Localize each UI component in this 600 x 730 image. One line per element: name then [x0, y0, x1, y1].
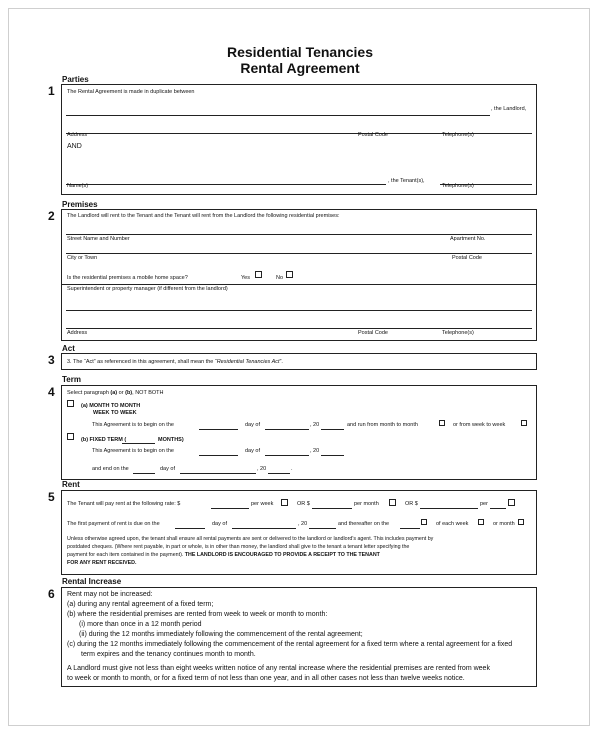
term-box	[61, 385, 537, 480]
rent-month-amount-line[interactable]	[312, 508, 352, 509]
term-a-year-line[interactable]	[321, 429, 344, 430]
telephone-label-3: Telephone(s)	[442, 330, 474, 336]
section-6-number: 6	[48, 587, 55, 601]
term-b-year-line[interactable]	[321, 455, 344, 456]
increase-line3: (b) where the residential premises are rented from week to week or month to month:	[67, 611, 328, 618]
per-label: per	[480, 501, 488, 507]
mobile-home-yes-checkbox[interactable]	[255, 271, 262, 278]
act-box	[61, 353, 537, 370]
term-a-begin-text: This Agreement is to begin on the	[92, 422, 174, 428]
term-b-end-day-of: day of	[160, 466, 175, 472]
names-label: Name(s)	[67, 183, 89, 189]
mobile-home-no-checkbox[interactable]	[286, 271, 293, 278]
term-b-end-year-line[interactable]	[268, 473, 290, 474]
or-month-checkbox[interactable]	[518, 519, 524, 525]
first-payment-day-line[interactable]	[175, 528, 205, 529]
first-payment-day-of: day of	[212, 521, 227, 527]
each-week-label: of each week	[436, 521, 469, 527]
per-month-label: per month	[354, 501, 379, 507]
increase-line8: A Landlord must give not less than eight weeks written notice of any rental increase where the residential premises are rented from week	[67, 665, 490, 672]
term-a-label: (a) MONTH TO MONTH	[81, 403, 141, 409]
term-a-month-line[interactable]	[265, 429, 309, 430]
rent-rate-text: The Tenant will pay rent at the following rate: $	[67, 501, 181, 507]
city-label: City or Town	[67, 255, 98, 261]
per-week-checkbox[interactable]	[281, 499, 288, 506]
yes-label: Yes	[241, 275, 250, 281]
month-to-month-checkbox[interactable]	[439, 420, 445, 426]
term-b-end-month-line[interactable]	[180, 473, 256, 474]
term-b-months-line[interactable]	[122, 443, 155, 444]
section-1-number: 1	[48, 84, 55, 98]
term-b-month-line[interactable]	[265, 455, 309, 456]
postal-code-label: Postal Code	[358, 132, 388, 138]
parties-box	[61, 84, 537, 195]
superintendent-label: Superintendent or property manager (if different from the landlord)	[67, 286, 228, 292]
first-payment-text: The first payment of rent is due on the	[67, 521, 160, 527]
mobile-home-question: Is the residential premises a mobile home space?	[67, 275, 188, 281]
premises-divider	[62, 284, 536, 285]
tenant-names-line[interactable]	[66, 184, 386, 185]
apartment-label: Apartment No.	[450, 236, 486, 242]
document-title-line2: Rental Agreement	[240, 60, 360, 76]
term-b-label: (b) FIXED TERM (	[81, 437, 127, 443]
week-to-week-checkbox[interactable]	[521, 420, 527, 426]
first-payment-month-line[interactable]	[232, 528, 296, 529]
street-line[interactable]	[66, 234, 532, 235]
term-a-year-prefix: , 20	[310, 422, 320, 428]
term-b-day-of: day of	[245, 448, 260, 454]
and-label: AND	[67, 143, 82, 150]
term-option-b-checkbox[interactable]	[67, 433, 74, 440]
rent-week-amount-line[interactable]	[211, 508, 249, 509]
term-a-day-line[interactable]	[199, 429, 238, 430]
term-b-year-prefix: , 20	[310, 448, 320, 454]
increase-line5: (ii) during the 12 months immediately following the commencement of the rental agreement;	[79, 631, 363, 638]
increase-line6: (c) during the 12 months immediately following the commencement of the rental agreement for a fixed term where a rental agreement for a fixed	[67, 641, 513, 648]
superintendent-name-line[interactable]	[66, 310, 532, 311]
rent-or2-label: OR $	[405, 501, 418, 507]
rent-box	[61, 490, 537, 575]
term-select-text: Select paragraph (a) or (b), NOT BOTH	[67, 390, 164, 396]
increase-line1: Rent may not be increased:	[67, 591, 153, 598]
section-5-number: 5	[48, 490, 55, 504]
rent-para-line3: payment for each item contained in the payment). THE LANDLORD IS ENCOURAGED TO PROVIDE A RECEIPT TO THE TENANT	[67, 552, 380, 558]
increase-line9: to week or month to month, or for a fixed term of not less than one year, and in all other cases not less than twelve weeks notice.	[67, 675, 465, 682]
no-label: No	[276, 275, 284, 281]
increase-line4: (i) more than once in a 12 month period	[79, 621, 202, 628]
superintendent-address-line[interactable]	[66, 328, 532, 329]
section-5-heading: Rent	[62, 480, 80, 489]
postal-code-label-2: Postal Code	[452, 255, 482, 261]
premises-box	[61, 209, 537, 341]
each-week-checkbox[interactable]	[478, 519, 484, 525]
act-text: 3. The “Act” as referenced in this agreement, shall mean the “Residential Tenancies Act”.	[67, 359, 283, 365]
or-month-label: or month	[493, 521, 515, 527]
section-2-number: 2	[48, 209, 55, 223]
term-option-a-checkbox[interactable]	[67, 400, 74, 407]
rent-other-amount-line[interactable]	[420, 508, 478, 509]
per-month-checkbox[interactable]	[389, 499, 396, 506]
section-6-heading: Rental Increase	[62, 577, 122, 586]
term-a-or-week: or from week to week	[453, 422, 506, 428]
thereafter-day-checkbox[interactable]	[421, 519, 427, 525]
term-b-begin-text: This Agreement is to begin on the	[92, 448, 174, 454]
term-b-end-period: .	[291, 466, 293, 472]
section-3-number: 3	[48, 353, 55, 367]
thereafter-text: and thereafter on the	[338, 521, 390, 527]
section-4-number: 4	[48, 385, 55, 399]
section-3-heading: Act	[62, 344, 75, 353]
section-2-heading: Premises	[62, 200, 98, 209]
city-line[interactable]	[66, 253, 532, 254]
rent-para-line4: FOR ANY RENT RECEIVED.	[67, 560, 137, 566]
rent-or1-label: OR $	[297, 501, 310, 507]
document-title-line1: Residential Tenancies	[226, 44, 373, 60]
postal-code-label-3: Postal Code	[358, 330, 388, 336]
term-a-run-text: and run from month to month	[347, 422, 418, 428]
parties-made-text: The Rental Agreement is made in duplicate between	[67, 89, 195, 95]
landlord-label: , the Landlord,	[491, 106, 527, 112]
term-a-label2: WEEK TO WEEK	[93, 410, 137, 416]
telephone2-label: Telephone(s)	[442, 183, 474, 189]
per-other-checkbox[interactable]	[508, 499, 515, 506]
term-a-day-of: day of	[245, 422, 260, 428]
per-week-label: per week	[251, 501, 274, 507]
street-label: Street Name and Number	[67, 236, 130, 242]
section-4-heading: Term	[62, 375, 81, 384]
increase-line7: term expires and the tenancy continues month to month.	[81, 651, 256, 658]
telephone-label: Telephone(s)	[442, 132, 474, 138]
thereafter-day-line[interactable]	[400, 528, 420, 529]
rental-increase-box	[61, 587, 537, 687]
first-payment-year-prefix: , 20	[298, 521, 308, 527]
term-b-day-line[interactable]	[199, 455, 238, 456]
address-label: Address	[67, 132, 88, 138]
first-payment-year-line[interactable]	[309, 528, 336, 529]
address-label-2: Address	[67, 330, 88, 336]
tenant-label: , the Tenant(s),	[388, 178, 425, 184]
rent-para-line1: Unless otherwise agreed upon, the tenant shall ensure all rental payments are sent or delivered to the landlord or landlord's agent. This includes payment by	[67, 536, 434, 542]
rent-per-period-line[interactable]	[490, 508, 506, 509]
increase-line2: (a) during any rental agreement of a fixed term;	[67, 601, 214, 608]
term-b-end-year-prefix: , 20	[257, 466, 267, 472]
premises-rent-text: The Landlord will rent to the Tenant and the Tenant will rent from the Landlord the following residential premises:	[67, 213, 340, 219]
section-1-heading: Parties	[62, 75, 89, 84]
rent-para-line2: postdated cheques. (Where rent payable, in part or whole, is in other than money, the landlord shall give to the tenant a tenant letter specifying the	[67, 544, 410, 550]
term-b-end-text: and end on the	[92, 466, 129, 472]
term-b-months: MONTHS)	[158, 437, 184, 443]
landlord-name-line[interactable]	[66, 115, 490, 116]
term-b-end-day-line[interactable]	[133, 473, 155, 474]
